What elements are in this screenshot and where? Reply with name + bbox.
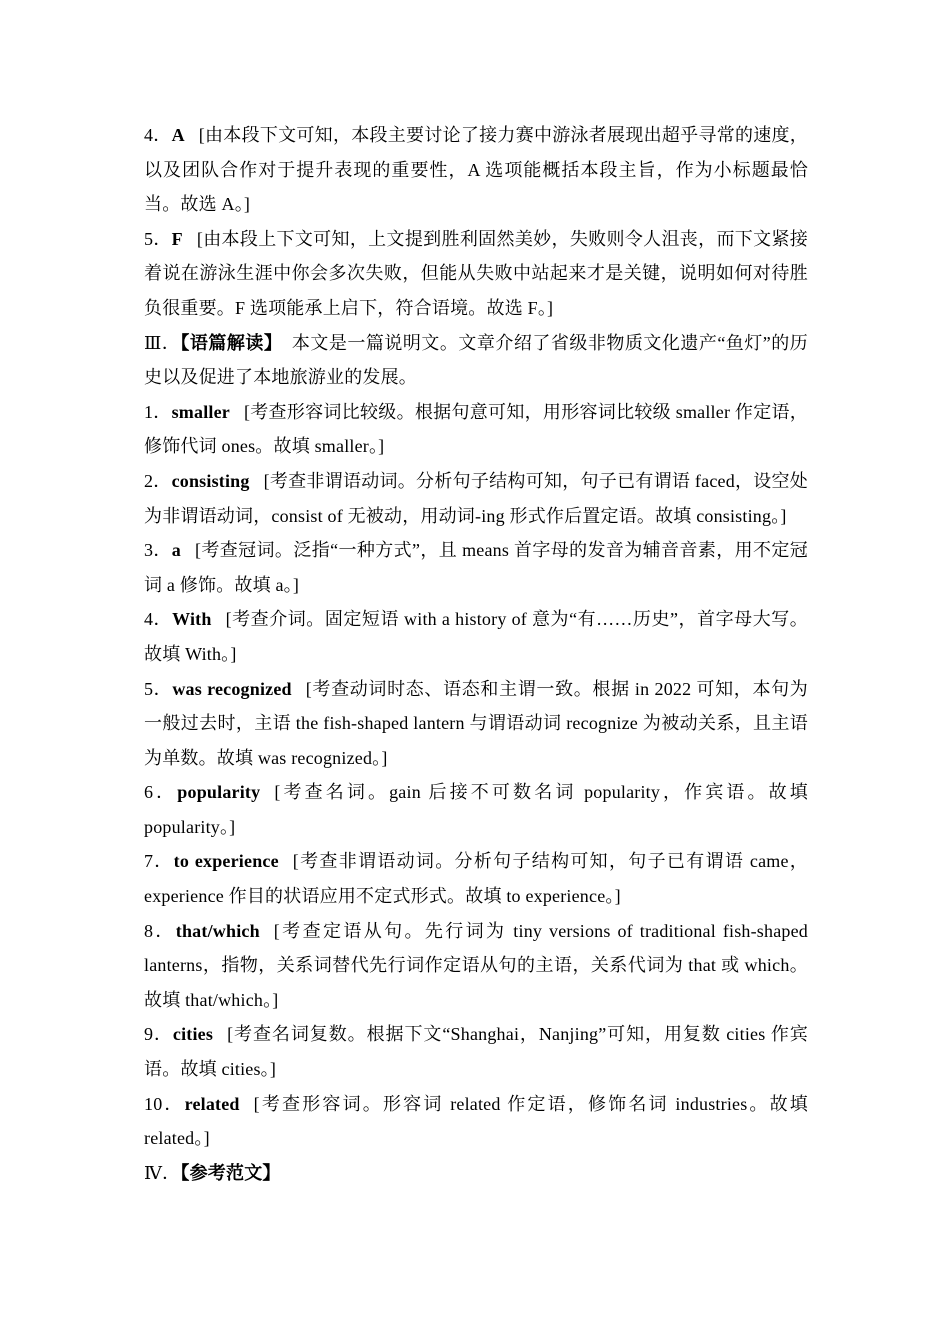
- section-4-reference-essay: [144, 1156, 808, 1191]
- item-answer: was recognized: [172, 678, 292, 699]
- item-answer: With: [172, 609, 212, 630]
- item-number: 3．: [144, 540, 172, 561]
- item-answer: to experience: [173, 851, 279, 872]
- answer-item-4: [144, 602, 808, 671]
- answer-item-5-F: [144, 222, 808, 326]
- item-number: 5．: [144, 678, 173, 699]
- section-3-reading-analysis: [144, 326, 808, 395]
- section-number: Ⅳ．: [144, 1162, 181, 1183]
- item-number: 4．: [144, 609, 173, 630]
- item-number: 6．: [144, 782, 178, 803]
- item-answer: consisting: [171, 470, 250, 491]
- answer-item-4-A: [144, 118, 808, 222]
- item-answer: smaller: [171, 401, 230, 422]
- item-answer: A: [171, 125, 185, 145]
- section-heading: 【参考范文】: [180, 1162, 281, 1183]
- item-explanation: [考查非谓语动词。分析句子结构可知，句子已有谓语 came，experience 作目的状语应用不定式形式。故填 to experience。]: [144, 851, 809, 907]
- item-answer: F: [171, 228, 183, 249]
- answer-item-1: [144, 395, 808, 464]
- section-heading: 【语篇解读】: [180, 332, 274, 353]
- item-number: 5．: [144, 228, 172, 249]
- answer-item-5: [144, 672, 808, 776]
- answer-item-8: [144, 914, 808, 1018]
- section-number: Ⅲ．: [144, 332, 181, 353]
- item-explanation: [考查定语从句。先行词为 tiny versions of traditional fish-shaped lanterns，指物，关系词替代先行词作定语从句的主语，关系代词为 that 或 which。故填 that/which。]: [144, 920, 808, 1010]
- answer-item-3: [144, 533, 808, 602]
- item-answer: popularity: [177, 782, 261, 803]
- item-explanation: [考查形容词比较级。根据句意可知，用形容词比较级 smaller 作定语，修饰代词 ones。故填 smaller。]: [144, 401, 809, 457]
- item-explanation: [考查动词时态、语态和主谓一致。根据 in 2022 可知，本句为一般过去时，主语 the fish-shaped lantern 与谓语动词 recognize 为被动关系，且主语为单数。故填 was recognized。]: [144, 678, 809, 768]
- answer-item-10: [144, 1087, 808, 1156]
- item-explanation: [考查介词。固定短语 with a history of 意为“有……历史”，首字母大写。故填 With。]: [144, 609, 808, 664]
- item-number: 2．: [144, 470, 172, 491]
- item-number: 10．: [144, 1093, 185, 1114]
- item-explanation: [由本段下文可知，本段主要讨论了接力赛中游泳者展现出超乎寻常的速度，以及团队合作对于提升表现的重要性，A 选项能概括本段主旨，作为小标题最恰当。故选 A。]: [144, 125, 809, 215]
- answer-item-7: [144, 844, 808, 913]
- answer-item-9: [144, 1017, 808, 1086]
- item-explanation: [考查冠词。泛指“一种方式”，且 means 首字母的发音为辅音音素，用不定冠词 a 修饰。故填 a。]: [144, 540, 808, 595]
- item-number: 4．: [144, 125, 172, 145]
- section-text: 本文是一篇说明文。文章介绍了省级非物质文化遗产“鱼灯”的历史以及促进了本地旅游业的发展。: [144, 332, 808, 388]
- item-answer: that/which: [175, 920, 260, 941]
- item-explanation: [由本段上下文可知，上文提到胜利固然美妙，失败则令人沮丧，而下文紧接着说在游泳生涯中你会多次失败，但能从失败中站起来才是关键，说明如何对待胜负很重要。F 选项能承上启下，符合语境。故选 F。]: [144, 228, 808, 318]
- answer-item-6: [144, 775, 808, 844]
- answer-item-2: [144, 464, 808, 533]
- document-page: [144, 118, 808, 1190]
- item-explanation: [考查名词。gain 后接不可数名词 popularity，作宾语。故填 popularity。]: [144, 782, 809, 837]
- item-explanation: [考查形容词。形容词 related 作定语，修饰名词 industries。故填 related。]: [144, 1093, 808, 1149]
- item-number: 1．: [144, 401, 172, 422]
- item-answer: a: [171, 540, 181, 561]
- item-answer: related: [184, 1093, 240, 1114]
- item-explanation: [考查名词复数。根据下文“Shanghai，Nanjing”可知，用复数 cities 作宾语。故填 cities。]: [144, 1024, 808, 1080]
- item-answer: cities: [172, 1024, 214, 1045]
- item-explanation: [考查非谓语动词。分析句子结构可知，句子已有谓语 faced，设空处为非谓语动词，consist of 无被动，用动词-ing 形式作后置定语。故填 consisting。]: [144, 470, 808, 526]
- item-number: 8．: [144, 920, 176, 941]
- item-number: 9．: [144, 1024, 173, 1045]
- item-number: 7．: [144, 851, 174, 872]
